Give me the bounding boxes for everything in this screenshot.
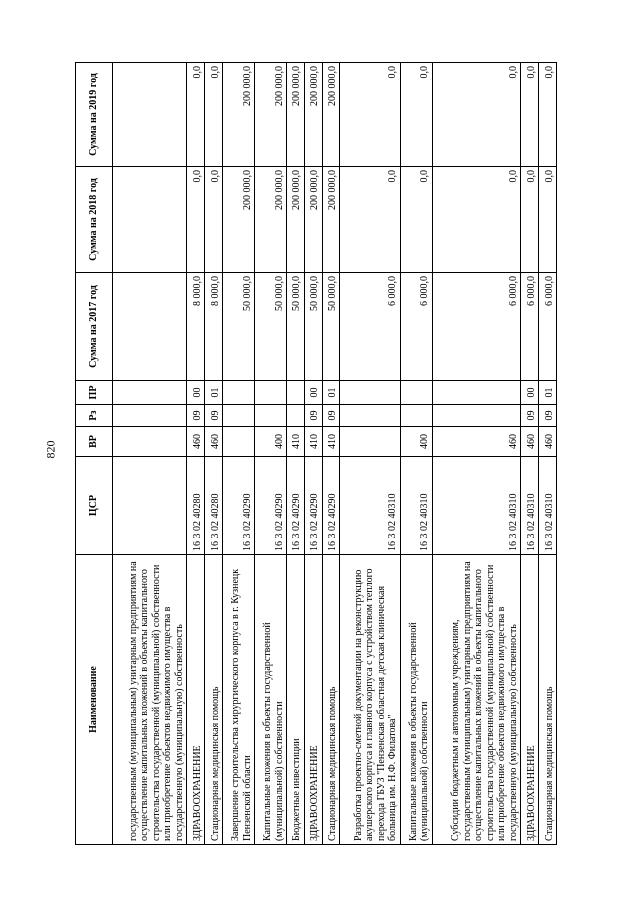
cell-rz: 09 <box>539 405 557 427</box>
cell-rz: 09 <box>205 405 223 427</box>
cell-csr: 16 3 02 40310 <box>340 457 400 555</box>
cell-sum-2018: 0,0 <box>432 167 521 273</box>
cell-sum-2019 <box>113 63 187 167</box>
cell-sum-2017: 8 000,0 <box>187 273 205 381</box>
cell-sum-2018: 200 000,0 <box>255 167 287 273</box>
cell-rz <box>255 405 287 427</box>
cell-vr: 410 <box>287 427 305 457</box>
cell-name: ЗДРАВООХРАНЕНИЕ <box>187 555 205 845</box>
table-row <box>521 63 539 845</box>
header-pr: ПР <box>76 381 113 405</box>
cell-rz: 09 <box>322 405 340 427</box>
cell-sum-2019: 200 000,0 <box>287 63 305 167</box>
cell-vr: 460 <box>187 427 205 457</box>
cell-sum-2017: 50 000,0 <box>287 273 305 381</box>
cell-name: Капитальные вложения в объекты государственной (муниципальной) собственности <box>255 555 287 845</box>
cell-sum-2018: 200 000,0 <box>287 167 305 273</box>
cell-pr: 01 <box>205 381 223 405</box>
cell-vr <box>113 427 187 457</box>
cell-csr: 16 3 02 40290 <box>287 457 305 555</box>
cell-sum-2017 <box>113 273 187 381</box>
cell-pr <box>113 381 187 405</box>
cell-csr <box>113 457 187 555</box>
cell-sum-2018: 0,0 <box>187 167 205 273</box>
cell-vr: 460 <box>521 427 539 457</box>
cell-sum-2018: 200 000,0 <box>322 167 340 273</box>
header-name: Наименование <box>76 555 113 845</box>
cell-rz <box>432 405 521 427</box>
cell-sum-2018: 0,0 <box>539 167 557 273</box>
table-row <box>205 63 223 845</box>
cell-sum-2017: 6 000,0 <box>521 273 539 381</box>
cell-rz <box>113 405 187 427</box>
cell-vr <box>223 427 255 457</box>
cell-csr: 16 3 02 40280 <box>187 457 205 555</box>
cell-pr <box>223 381 255 405</box>
cell-rz: 09 <box>304 405 322 427</box>
cell-vr: 410 <box>322 427 340 457</box>
cell-sum-2019: 200 000,0 <box>255 63 287 167</box>
cell-rz <box>400 405 432 427</box>
cell-sum-2019: 0,0 <box>205 63 223 167</box>
cell-rz <box>287 405 305 427</box>
cell-sum-2018: 0,0 <box>521 167 539 273</box>
cell-sum-2018: 200 000,0 <box>304 167 322 273</box>
cell-csr: 16 3 02 40310 <box>432 457 521 555</box>
cell-sum-2017: 6 000,0 <box>432 273 521 381</box>
table-row <box>340 63 400 845</box>
cell-name: ЗДРАВООХРАНЕНИЕ <box>304 555 322 845</box>
cell-csr: 16 3 02 40290 <box>223 457 255 555</box>
cell-sum-2018: 0,0 <box>340 167 400 273</box>
cell-pr <box>400 381 432 405</box>
header-sum-2019: Сумма на 2019 год <box>76 63 113 167</box>
table-row <box>255 63 287 845</box>
cell-sum-2017: 6 000,0 <box>340 273 400 381</box>
cell-pr: 01 <box>322 381 340 405</box>
cell-pr: 01 <box>539 381 557 405</box>
cell-vr: 460 <box>539 427 557 457</box>
cell-sum-2018: 0,0 <box>400 167 432 273</box>
table-row <box>187 63 205 845</box>
cell-csr: 16 3 02 40310 <box>521 457 539 555</box>
cell-rz: 09 <box>521 405 539 427</box>
cell-vr: 400 <box>400 427 432 457</box>
cell-name: Стационарная медицинская помощь <box>539 555 557 845</box>
cell-pr: 00 <box>521 381 539 405</box>
cell-sum-2019: 200 000,0 <box>223 63 255 167</box>
cell-sum-2019: 200 000,0 <box>304 63 322 167</box>
budget-table <box>75 62 557 845</box>
cell-csr: 16 3 02 40310 <box>539 457 557 555</box>
cell-vr: 410 <box>304 427 322 457</box>
cell-sum-2017: 50 000,0 <box>255 273 287 381</box>
cell-name: Завершение строительства хирургического корпуса в г. Кузнецк Пензенской области <box>223 555 255 845</box>
cell-sum-2017: 50 000,0 <box>223 273 255 381</box>
cell-sum-2017: 50 000,0 <box>322 273 340 381</box>
cell-vr: 460 <box>432 427 521 457</box>
table-body <box>113 63 557 845</box>
cell-sum-2019: 0,0 <box>340 63 400 167</box>
cell-name: государственным (муниципальным) унитарным предприятиям на осуществление капитальных вложений в объекты капитального строительства государственной (муниципальной) собственности или приобретение объектов недвижимого имущества в государственную (муниципальную) собственность <box>113 555 187 845</box>
header-csr: ЦСР <box>76 457 113 555</box>
cell-name: Субсидии бюджетным и автономным учреждениям, государственным (муниципальным) унитарным предприятиям на осуществление капитальных вложений в объекты капитального строительства государственной (муниципальной) собственности или приобретение объектов недвижимого имущества в государственную (муниципальную) собственность <box>432 555 521 845</box>
cell-csr: 16 3 02 40290 <box>304 457 322 555</box>
cell-sum-2017: 6 000,0 <box>539 273 557 381</box>
cell-sum-2019: 0,0 <box>539 63 557 167</box>
cell-name: Стационарная медицинская помощь <box>205 555 223 845</box>
cell-sum-2019: 0,0 <box>187 63 205 167</box>
cell-pr: 00 <box>304 381 322 405</box>
cell-sum-2017: 6 000,0 <box>400 273 432 381</box>
cell-rz <box>340 405 400 427</box>
cell-csr: 16 3 02 40290 <box>322 457 340 555</box>
table-row <box>432 63 521 845</box>
table-row <box>322 63 340 845</box>
cell-rz: 09 <box>187 405 205 427</box>
cell-sum-2019: 0,0 <box>521 63 539 167</box>
cell-pr <box>432 381 521 405</box>
cell-sum-2017: 50 000,0 <box>304 273 322 381</box>
cell-sum-2019: 200 000,0 <box>322 63 340 167</box>
cell-sum-2017: 8 000,0 <box>205 273 223 381</box>
cell-csr: 16 3 02 40290 <box>255 457 287 555</box>
cell-name: Бюджетные инвестиции <box>287 555 305 845</box>
cell-sum-2018: 200 000,0 <box>223 167 255 273</box>
cell-pr <box>255 381 287 405</box>
header-sum-2018: Сумма на 2018 год <box>76 167 113 273</box>
cell-name: Капитальные вложения в объекты государственной (муниципальной) собственности <box>400 555 432 845</box>
cell-sum-2018: 0,0 <box>205 167 223 273</box>
header-rz: Рз <box>76 405 113 427</box>
header-row <box>76 63 113 845</box>
table-row <box>223 63 255 845</box>
table-row <box>400 63 432 845</box>
cell-name: ЗДРАВООХРАНЕНИЕ <box>521 555 539 845</box>
cell-csr: 16 3 02 40280 <box>205 457 223 555</box>
table-row <box>539 63 557 845</box>
cell-sum-2018 <box>113 167 187 273</box>
cell-sum-2019: 0,0 <box>400 63 432 167</box>
table-row <box>287 63 305 845</box>
table-row <box>304 63 322 845</box>
cell-pr: 00 <box>187 381 205 405</box>
cell-vr: 460 <box>205 427 223 457</box>
cell-vr: 400 <box>255 427 287 457</box>
budget-table-container <box>75 63 557 845</box>
cell-sum-2019: 0,0 <box>432 63 521 167</box>
cell-pr <box>340 381 400 405</box>
cell-name: Разработка проектно-сметной документации на реконструкцию акушерского корпуса и главного корпуса с устройством теплого перехода ГБУЗ "Пензенская областная детская клиническая больница им. Н.Ф. Филатова" <box>340 555 400 845</box>
page-number: 820 <box>43 440 58 459</box>
cell-name: Стационарная медицинская помощь <box>322 555 340 845</box>
header-sum-2017: Сумма на 2017 год <box>76 273 113 381</box>
header-vr: ВР <box>76 427 113 457</box>
cell-rz <box>223 405 255 427</box>
table-row <box>113 63 187 845</box>
cell-vr <box>340 427 400 457</box>
cell-pr <box>287 381 305 405</box>
cell-csr: 16 3 02 40310 <box>400 457 432 555</box>
